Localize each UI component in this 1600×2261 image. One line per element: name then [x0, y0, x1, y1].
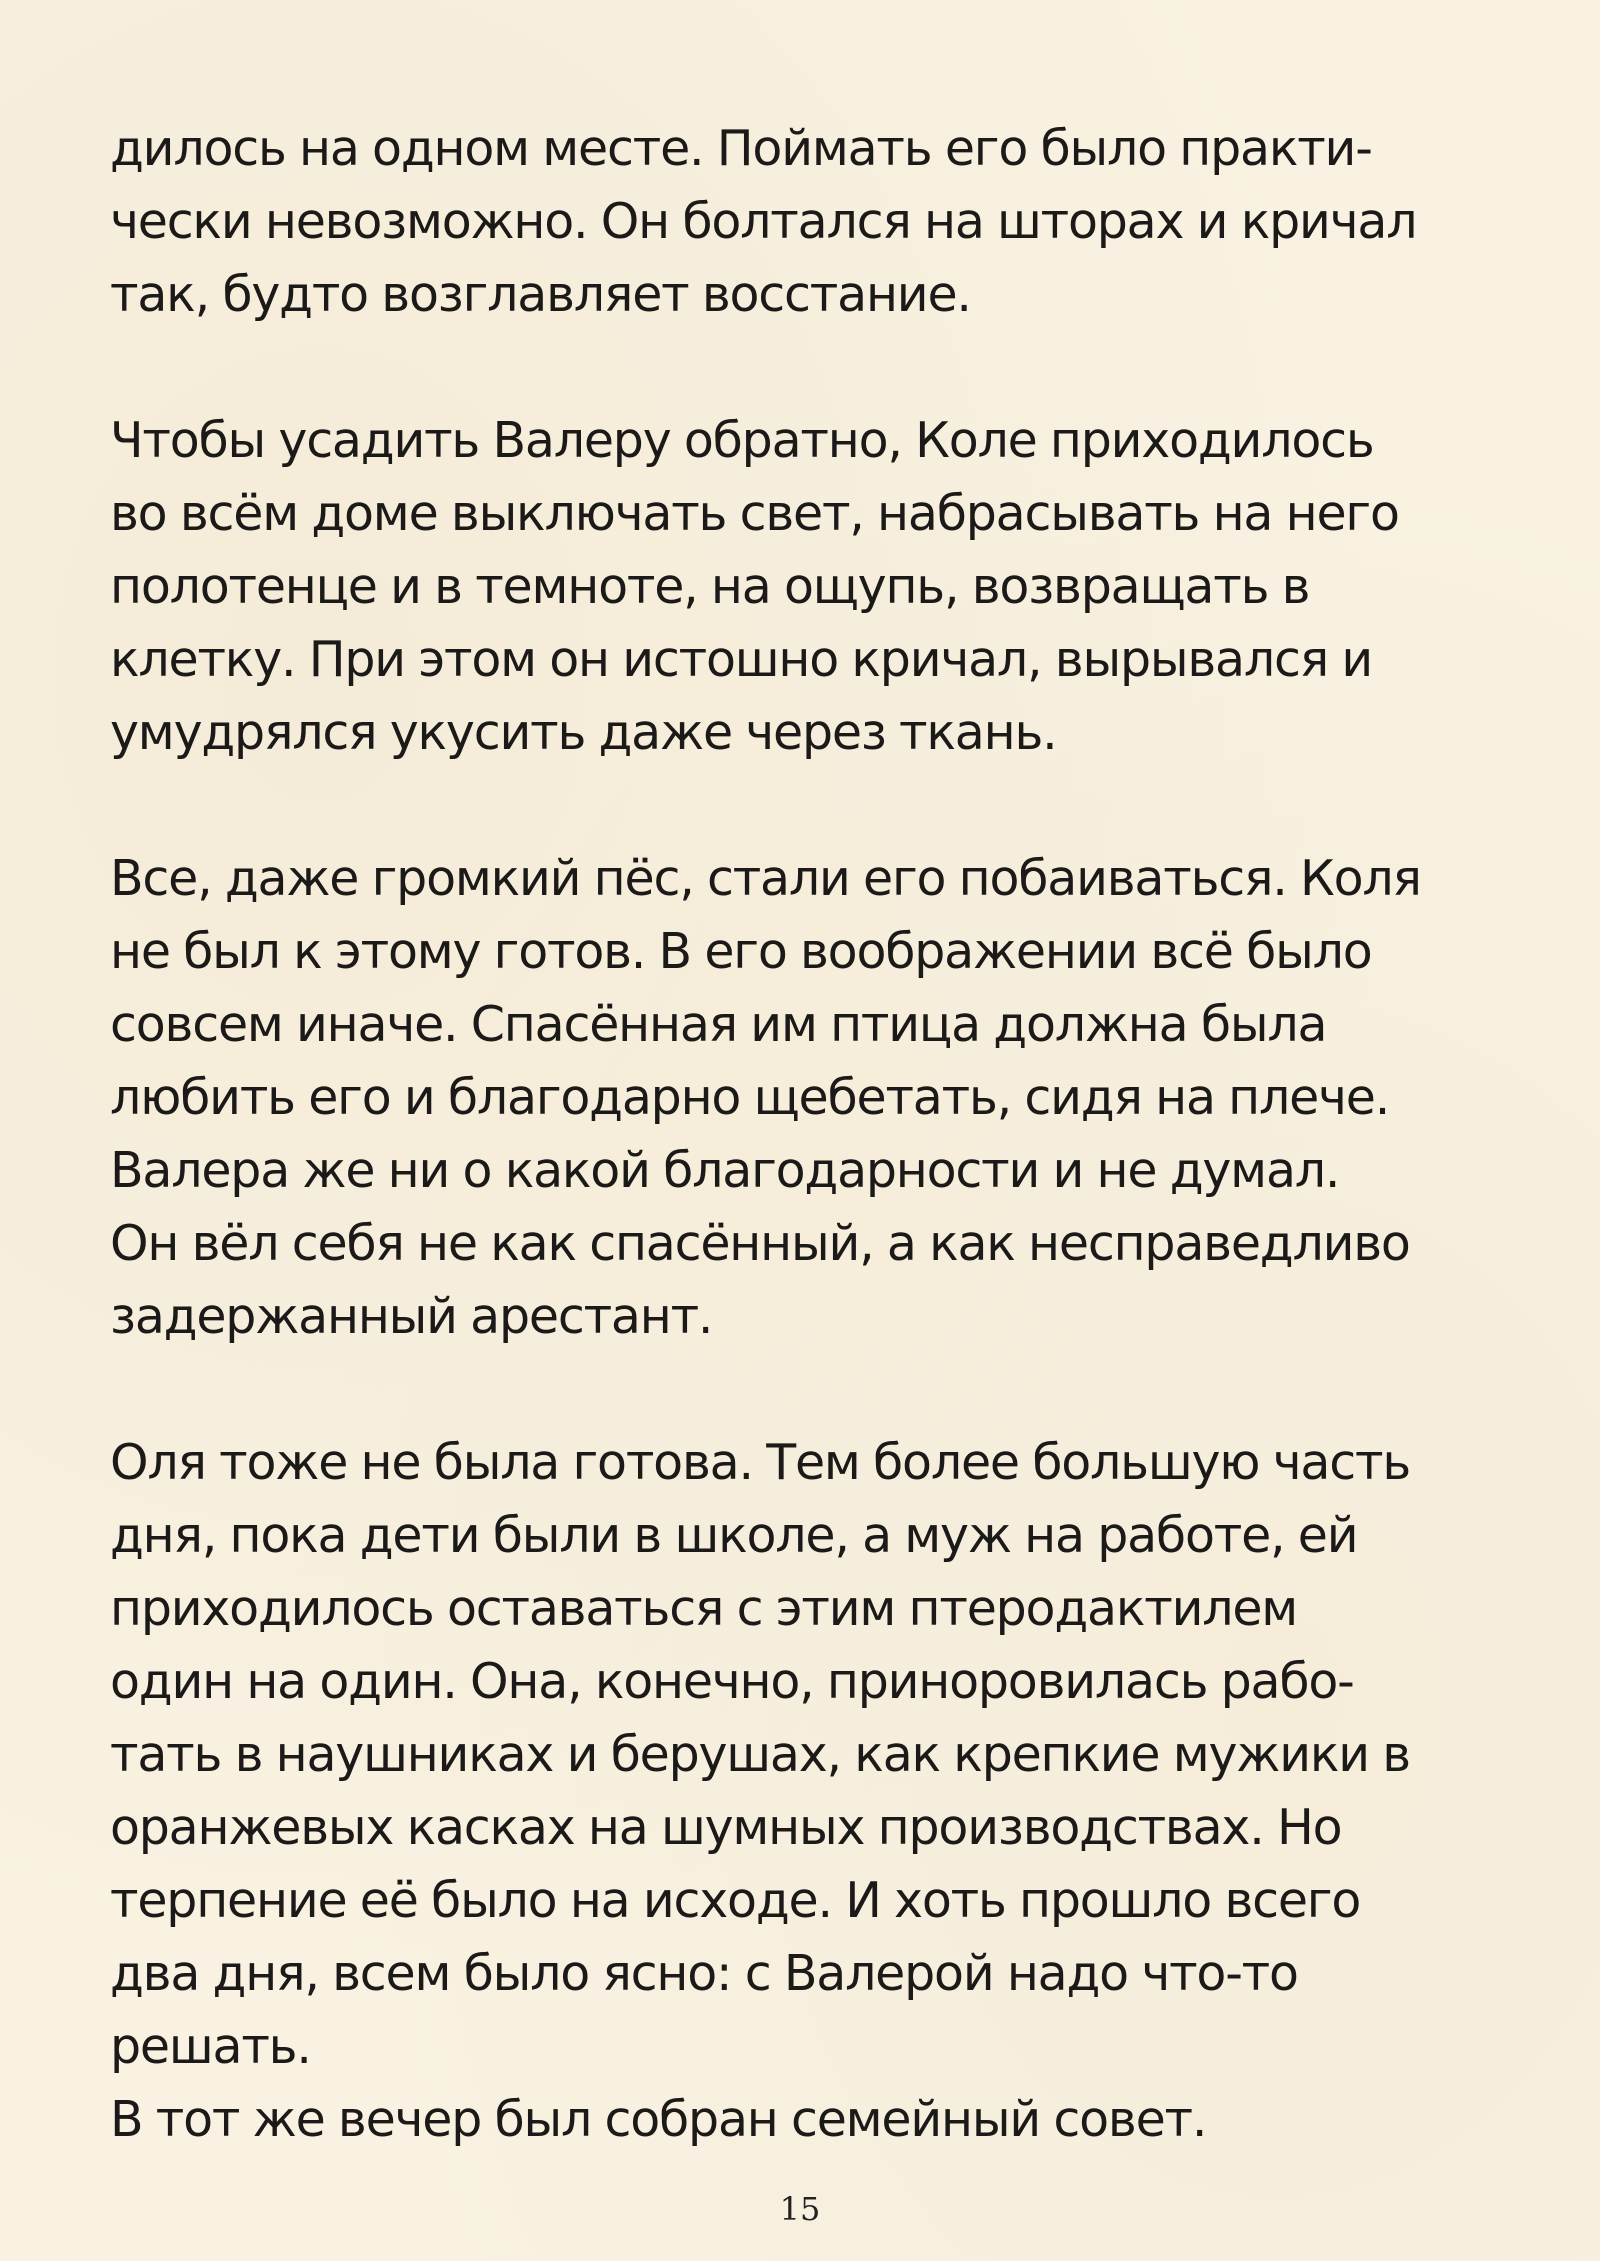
- text-line: В тот же вечер был собран семейный совет.: [110, 2091, 1207, 2148]
- text-line: приходилось оставаться с этим птеродактилем: [110, 1580, 1298, 1637]
- page-text: [110, 112, 1510, 2156]
- text-line: два дня, всем было ясно: с Валерой надо что-то: [110, 1945, 1298, 2002]
- text-line: совсем иначе. Спасённая им птица должна была: [110, 996, 1327, 1053]
- text-line: не был к этому готов. В его воображении всё было: [110, 923, 1372, 980]
- paragraph-gap: [110, 769, 1510, 842]
- paragraph-4: [110, 1426, 1510, 2156]
- text-line: Он вёл себя не как спасённый, а как несправедливо: [110, 1215, 1410, 1272]
- page-number: 15: [779, 2190, 821, 2228]
- text-line: терпение её было на исходе. И хоть прошло всего: [110, 1872, 1361, 1929]
- text-line: клетку. При этом он истошно кричал, вырывался и: [110, 631, 1373, 688]
- text-line: Оля тоже не была готова. Тем более большую часть: [110, 1434, 1411, 1491]
- text-line: любить его и благодарно щебетать, сидя на плече.: [110, 1069, 1390, 1126]
- text-line: чески невозможно. Он болтался на шторах и кричал: [110, 193, 1417, 250]
- text-line: во всём доме выключать свет, набрасывать на него: [110, 485, 1399, 542]
- paragraph-3: [110, 842, 1510, 1353]
- text-line: дилось на одном месте. Поймать его было практи-: [110, 120, 1372, 177]
- paragraph-gap: [110, 331, 1510, 404]
- text-line: Все, даже громкий пёс, стали его побаиваться. Коля: [110, 850, 1421, 907]
- text-line: оранжевых касках на шумных производствах. Но: [110, 1799, 1342, 1856]
- text-line: так, будто возглавляет восстание.: [110, 266, 971, 323]
- paragraph-1: [110, 112, 1510, 331]
- text-line: решать.: [110, 2018, 311, 2075]
- text-line: тать в наушниках и берушах, как крепкие мужики в: [110, 1726, 1410, 1783]
- paragraph-gap: [110, 1353, 1510, 1426]
- text-line: умудрялся укусить даже через ткань.: [110, 704, 1057, 761]
- text-line: один на один. Она, конечно, приноровилась рабо-: [110, 1653, 1354, 1710]
- text-line: Валера же ни о какой благодарности и не думал.: [110, 1142, 1340, 1199]
- text-line: задержанный арестант.: [110, 1288, 713, 1345]
- text-line: полотенце и в темноте, на ощупь, возвращать в: [110, 558, 1310, 615]
- text-line: Чтобы усадить Валеру обратно, Коле приходилось: [110, 412, 1374, 469]
- paragraph-2: [110, 404, 1510, 769]
- text-line: дня, пока дети были в школе, а муж на работе, ей: [110, 1507, 1358, 1564]
